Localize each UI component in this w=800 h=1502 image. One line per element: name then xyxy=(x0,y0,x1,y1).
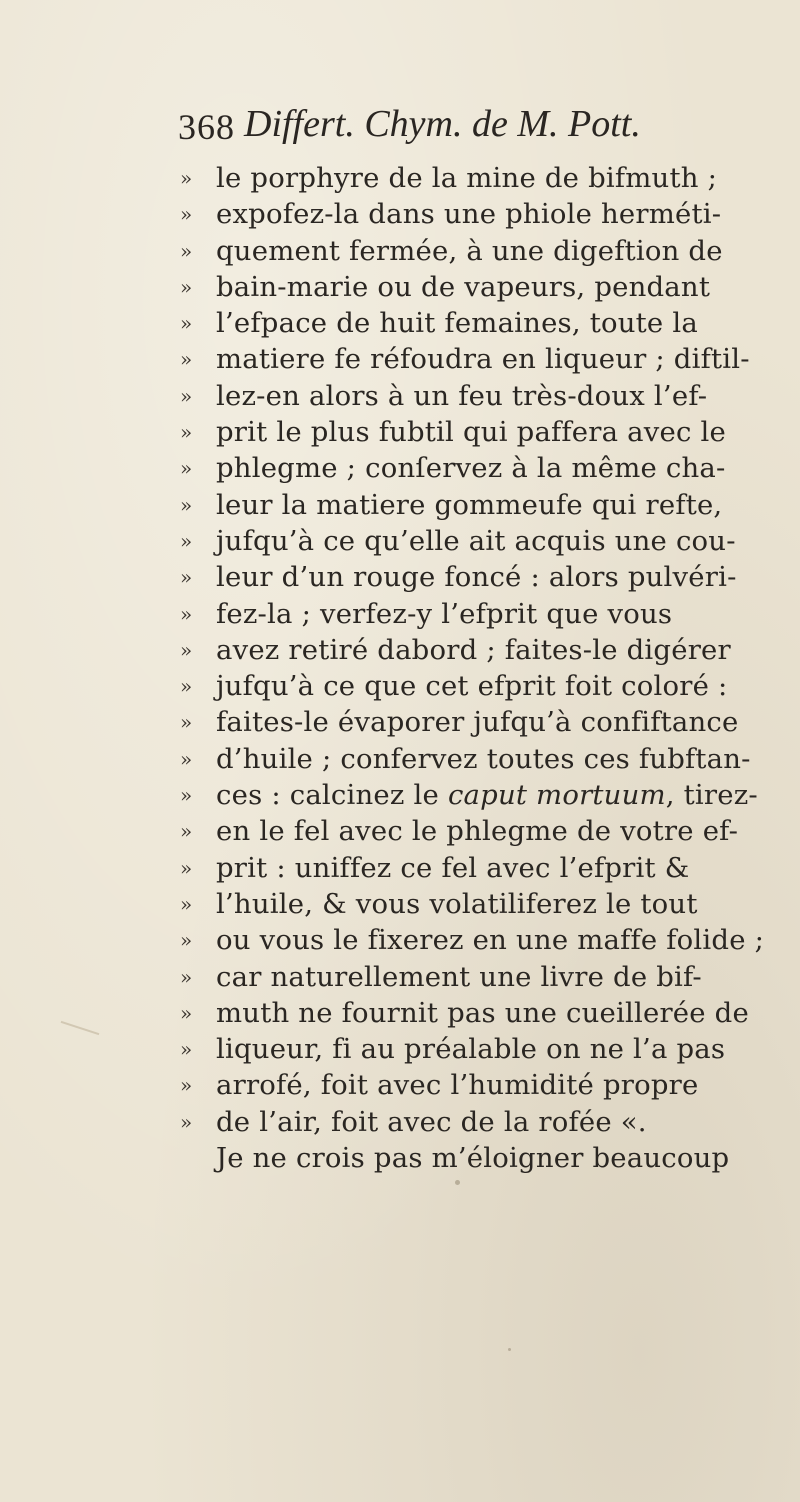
quote-mark: » xyxy=(180,891,193,916)
paper-speck xyxy=(508,1348,511,1351)
text-line xyxy=(180,305,760,341)
quote-mark: » xyxy=(180,928,193,953)
line-text: l’huile, & vous volatiliferez le tout xyxy=(216,887,698,920)
page-number: 368 xyxy=(178,107,235,147)
text-line xyxy=(180,378,760,414)
line-text: ou vous le fixerez en une maffe folide ; xyxy=(216,924,765,957)
quote-mark: » xyxy=(180,964,193,989)
quote-mark: » xyxy=(180,202,193,227)
quote-mark: » xyxy=(180,166,193,190)
line-text: en le fel avec le phlegme de votre ef- xyxy=(216,815,739,848)
line-text: prit le plus fubtil qui paffera avec le xyxy=(216,416,726,449)
line-text xyxy=(216,777,758,813)
text-line xyxy=(180,559,760,595)
running-title: Differt. Chym. de M. Pott. xyxy=(244,103,641,145)
line-text: phlegme ; conſervez à la même cha- xyxy=(216,452,726,485)
line-text: leur la matiere gommeufe qui refte, xyxy=(216,488,723,521)
quote-mark: » xyxy=(180,1037,193,1062)
line-text: l’efpace de huit femaines, toute la xyxy=(216,307,698,340)
text-line xyxy=(180,995,760,1031)
text-line xyxy=(180,777,760,813)
text-line xyxy=(180,886,760,922)
text-line xyxy=(180,632,760,668)
text-line xyxy=(180,741,760,777)
text-line xyxy=(180,160,760,196)
line-text: muth ne fournit pas une cueillerée de xyxy=(216,996,749,1029)
text-line xyxy=(180,1031,760,1067)
page-header xyxy=(178,102,738,152)
line-text: liqueur, fi au préalable on ne l’a pas xyxy=(216,1033,726,1066)
text-line xyxy=(180,704,760,740)
paper-speck xyxy=(455,1180,460,1185)
line-text: jufqu’à ce que cet efprit foit coloré : xyxy=(216,670,728,703)
quote-mark: » xyxy=(180,601,193,626)
text-line xyxy=(180,269,760,305)
italic-term: caput mortuum xyxy=(447,779,666,812)
quote-mark: » xyxy=(180,492,193,517)
line-text: expofez-la dans une phiole herméti- xyxy=(216,198,722,231)
quote-mark: » xyxy=(180,637,193,662)
quote-mark: » xyxy=(180,274,193,299)
line-text: matiere fe réfoudra en liqueur ; diftil- xyxy=(216,343,750,376)
line-text: d’huile ; confervez toutes ces fubftan- xyxy=(216,742,751,775)
quote-mark: » xyxy=(180,783,193,808)
text-body xyxy=(180,160,765,1176)
line-text: prit : uniffez ce fel avec l’efprit & xyxy=(216,851,690,884)
text-line xyxy=(180,414,760,450)
quote-mark: » xyxy=(180,420,193,445)
line-text: lez-en alors à un feu très-doux l’ef- xyxy=(216,379,708,412)
quote-mark: » xyxy=(180,528,193,553)
line-text: quement fermée, à une digeftion de xyxy=(216,234,723,267)
text-line xyxy=(180,1104,760,1140)
quote-mark: » xyxy=(180,238,193,263)
quote-mark: » xyxy=(180,311,193,336)
paper-mark xyxy=(61,1021,100,1035)
text-line xyxy=(180,922,765,958)
text-line xyxy=(180,596,760,632)
text-line xyxy=(180,450,760,486)
line-text: arrofé, foit avec l’humidité propre xyxy=(216,1069,699,1102)
quote-mark: » xyxy=(180,746,193,771)
line-text: car naturellement une livre de bif- xyxy=(216,960,702,993)
quote-mark: » xyxy=(180,855,193,880)
line-text: Je ne crois pas m’éloigner beaucoup xyxy=(216,1142,730,1175)
quote-mark: » xyxy=(180,1109,193,1134)
quote-mark: » xyxy=(180,819,193,844)
text-line xyxy=(180,487,760,523)
text-line xyxy=(180,813,760,849)
line-text: jufqu’à ce qu’elle ait acquis une cou- xyxy=(216,524,736,557)
line-text: de l’air, foit avec de la rofée «. xyxy=(216,1105,647,1138)
quote-mark: » xyxy=(180,456,193,481)
quote-mark: » xyxy=(180,674,193,699)
line-text: leur d’un rouge foncé : alors pulvéri- xyxy=(216,561,737,594)
text-line xyxy=(180,850,760,886)
text-line xyxy=(180,1140,760,1176)
text-line xyxy=(180,959,760,995)
line-text-after: , tirez- xyxy=(665,779,758,812)
quote-mark: » xyxy=(180,383,193,408)
quote-mark: » xyxy=(180,347,193,372)
line-text: faites-le évaporer jufqu’à confiftance xyxy=(216,706,739,739)
line-text-before: ces : calcinez le xyxy=(216,779,448,812)
line-text: bain-marie ou de vapeurs, pendant xyxy=(216,270,711,303)
text-line xyxy=(180,1067,760,1103)
line-text: fez-la ; verfez-y l’efprit que vous xyxy=(216,597,673,630)
line-text: le porphyre de la mine de bifmuth ; xyxy=(216,162,718,194)
quote-mark: » xyxy=(180,1000,193,1025)
text-line xyxy=(180,341,760,377)
quote-mark: » xyxy=(180,565,193,590)
line-text: avez retiré dabord ; faites-le digérer xyxy=(216,633,731,666)
text-line xyxy=(180,233,760,269)
text-line xyxy=(180,668,760,704)
quote-mark: » xyxy=(180,710,193,735)
quote-mark: » xyxy=(180,1073,193,1098)
text-line xyxy=(180,196,760,232)
text-line xyxy=(180,523,760,559)
